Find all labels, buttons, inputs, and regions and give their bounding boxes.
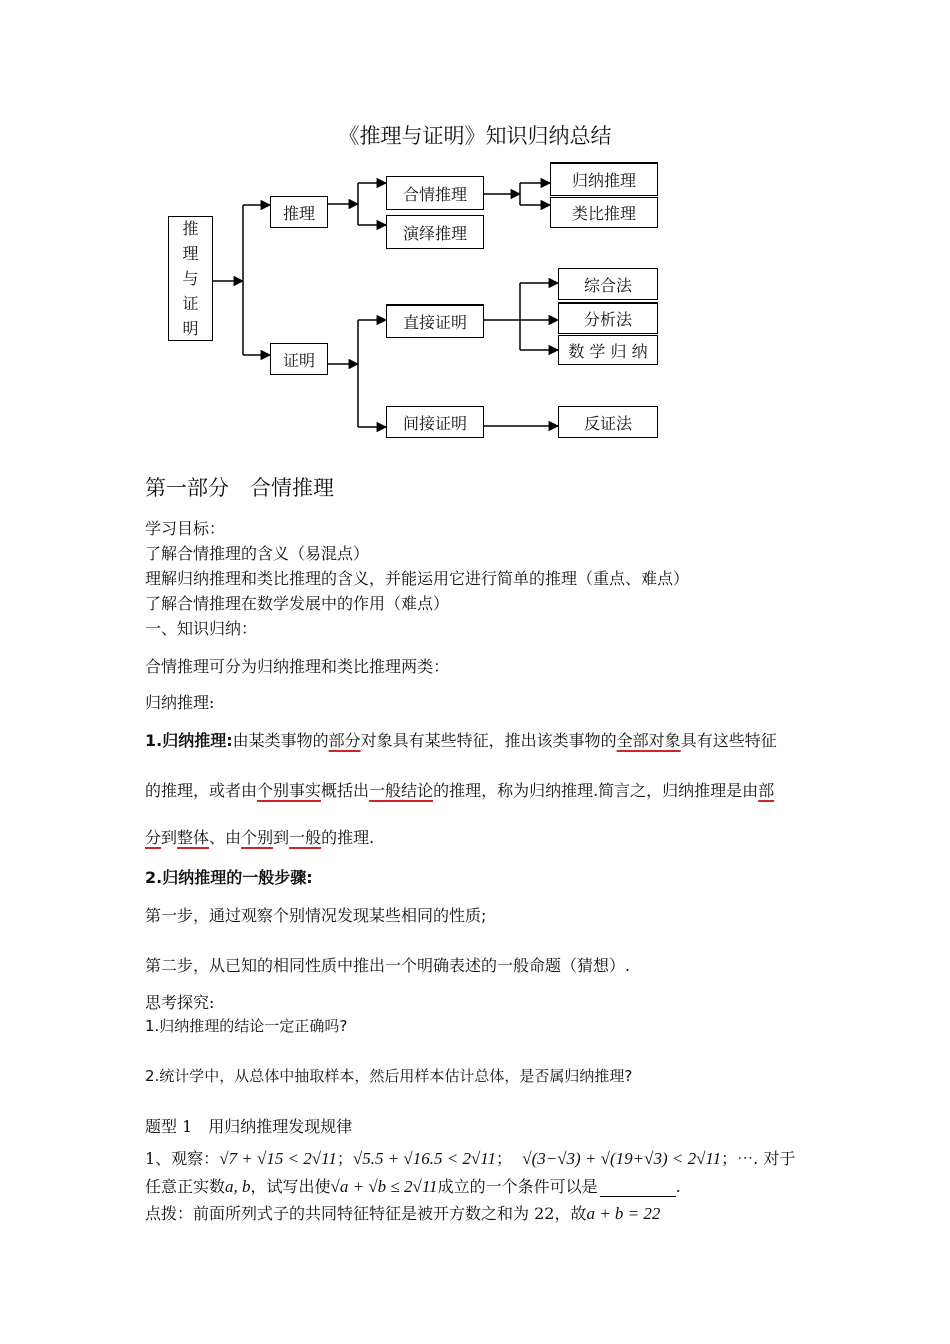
text-span: 成立的一个条件可以是 — [437, 1177, 598, 1196]
underlined-term: 部 — [758, 781, 775, 800]
formula: a + b = 22 — [586, 1204, 661, 1223]
box-zonghe: 综合法 — [558, 268, 658, 300]
text-span: 到 — [161, 828, 178, 847]
text-span: （猜想）. — [561, 956, 631, 975]
hint-line — [145, 1201, 660, 1224]
question-2: 2.统计学中，从总体中抽取样本，然后用样本估计总体，是否属归纳推理? — [145, 1067, 633, 1085]
text-span: 第一步，通过观察个别情况发现 — [145, 906, 370, 925]
definition-line-2 — [145, 778, 774, 801]
box-tuili: 推理 — [270, 196, 328, 228]
root-char: 理 — [182, 244, 199, 263]
text-span: 两类： — [401, 657, 450, 676]
formula: √5.5 + √16.5 < 2√11 — [352, 1149, 497, 1168]
underlined-term: 全部对象 — [616, 731, 681, 750]
goal-item: 了解合情推理在数学发展中的作用（难点） — [145, 594, 450, 613]
box-yanyi: 演绎推理 — [386, 215, 484, 249]
text-span: .简言之，归纳推理是由 — [593, 781, 759, 800]
text-span: 的推理，称为 — [433, 781, 530, 800]
question-1: 1.归纳推理的结论一定正确吗? — [145, 1017, 348, 1035]
text-span: ； — [496, 1149, 513, 1168]
answer-blank[interactable] — [600, 1177, 676, 1197]
box-shuxue: 数 学 归 纳 — [558, 335, 658, 365]
underlined-term: 部分 — [328, 731, 361, 750]
root-char: 与 — [182, 269, 199, 288]
definition-line-3 — [145, 825, 374, 848]
underlined-term: 个别 — [241, 828, 274, 847]
text-span: 到 — [273, 828, 290, 847]
text-span: 任意正实数 — [145, 1177, 226, 1196]
box-guina: 归纳推理 — [550, 162, 658, 196]
box-fenxi: 分析法 — [558, 302, 658, 334]
knowledge-heading: 一、知识归纳： — [145, 619, 258, 638]
box-zhengming: 证明 — [270, 343, 328, 375]
step-2 — [145, 953, 630, 976]
exercise-line-1 — [145, 1146, 795, 1169]
box-heqing: 合情推理 — [386, 176, 484, 210]
text-span: 具有这些特征 — [680, 731, 777, 750]
goal-item: 了解合情推理的含义（易混点） — [145, 544, 370, 563]
section-heading: 第一部分 合情推理 — [145, 476, 334, 500]
text-span: 第二步，从已知的相同性质中推出一个 — [145, 956, 418, 975]
text-span: 概括出 — [321, 781, 370, 800]
steps-label: 归纳推理的一般步骤: — [162, 868, 313, 887]
term: 某些相同的性质; — [369, 906, 487, 925]
text-span: 的推理. — [321, 828, 375, 847]
formula: √(3−√3) + √(19+√3) < 2√11 — [522, 1149, 722, 1168]
page-title: 《推理与证明》知识归纳总结 — [338, 124, 612, 148]
root-char: 推 — [182, 219, 199, 238]
term: 归纳推理 — [257, 657, 322, 676]
text-span: ； — [721, 1149, 738, 1168]
text-span: 的推理，或者由 — [145, 781, 258, 800]
text-span: ⋯. 对于 — [737, 1149, 796, 1168]
step-1 — [145, 903, 486, 926]
steps-title — [145, 865, 313, 888]
goal-item: 理解归纳推理和类比推理的含义，并能运用它进行简单的推理（重点、难点） — [145, 569, 690, 588]
box-leibi: 类比推理 — [550, 197, 658, 228]
number: 1. — [145, 731, 163, 750]
text-span: ； — [336, 1149, 353, 1168]
text-span: ，试写出使 — [250, 1177, 331, 1196]
box-zhijie: 直接证明 — [386, 304, 484, 338]
underlined-term: 个别事实 — [257, 781, 322, 800]
term: 明确表述的一般命题 — [417, 956, 562, 975]
definition-line-1 — [145, 728, 777, 751]
text-span: 点拨：前面所列式子的共同特征特征是被开方数之和为 22，故 — [145, 1204, 587, 1223]
root-char: 证 — [182, 294, 199, 313]
underlined-term: 整体 — [177, 828, 210, 847]
box-fanzheng: 反证法 — [558, 406, 658, 438]
formula: a, b — [225, 1177, 251, 1196]
term: 归纳推理 — [529, 781, 594, 800]
text-span: 对象具有某些特征，推出该类事物的 — [360, 731, 617, 750]
formula: √7 + √15 < 2√11 — [219, 1149, 337, 1168]
text-span: . — [675, 1177, 681, 1196]
root-box — [168, 216, 213, 341]
underlined-term: 分 — [145, 828, 162, 847]
formula: √a + √b ≤ 2√11 — [330, 1177, 438, 1196]
text-span: 、由 — [209, 828, 242, 847]
number: 2. — [145, 868, 163, 887]
term: 类比推理 — [337, 657, 402, 676]
box-jianjie: 间接证明 — [386, 406, 484, 438]
think-label: 思考探究: — [145, 993, 215, 1012]
root-char: 明 — [182, 319, 199, 338]
goals-label: 学习目标： — [145, 519, 226, 538]
underlined-term: 一般结论 — [369, 781, 434, 800]
text-span: 合情推理可分为 — [145, 657, 258, 676]
type-heading: 题型 1 用归纳推理发现规律 — [145, 1117, 353, 1136]
exercise-line-2 — [145, 1174, 681, 1197]
underlined-term: 一般 — [289, 828, 322, 847]
definition-label: 归纳推理: — [162, 731, 233, 750]
text-span: 1、观察： — [145, 1149, 220, 1168]
intro-line — [145, 654, 449, 677]
text-span: 由某类事物的 — [232, 731, 329, 750]
guina-label: 归纳推理: — [145, 693, 215, 712]
text-span: 和 — [321, 657, 338, 676]
